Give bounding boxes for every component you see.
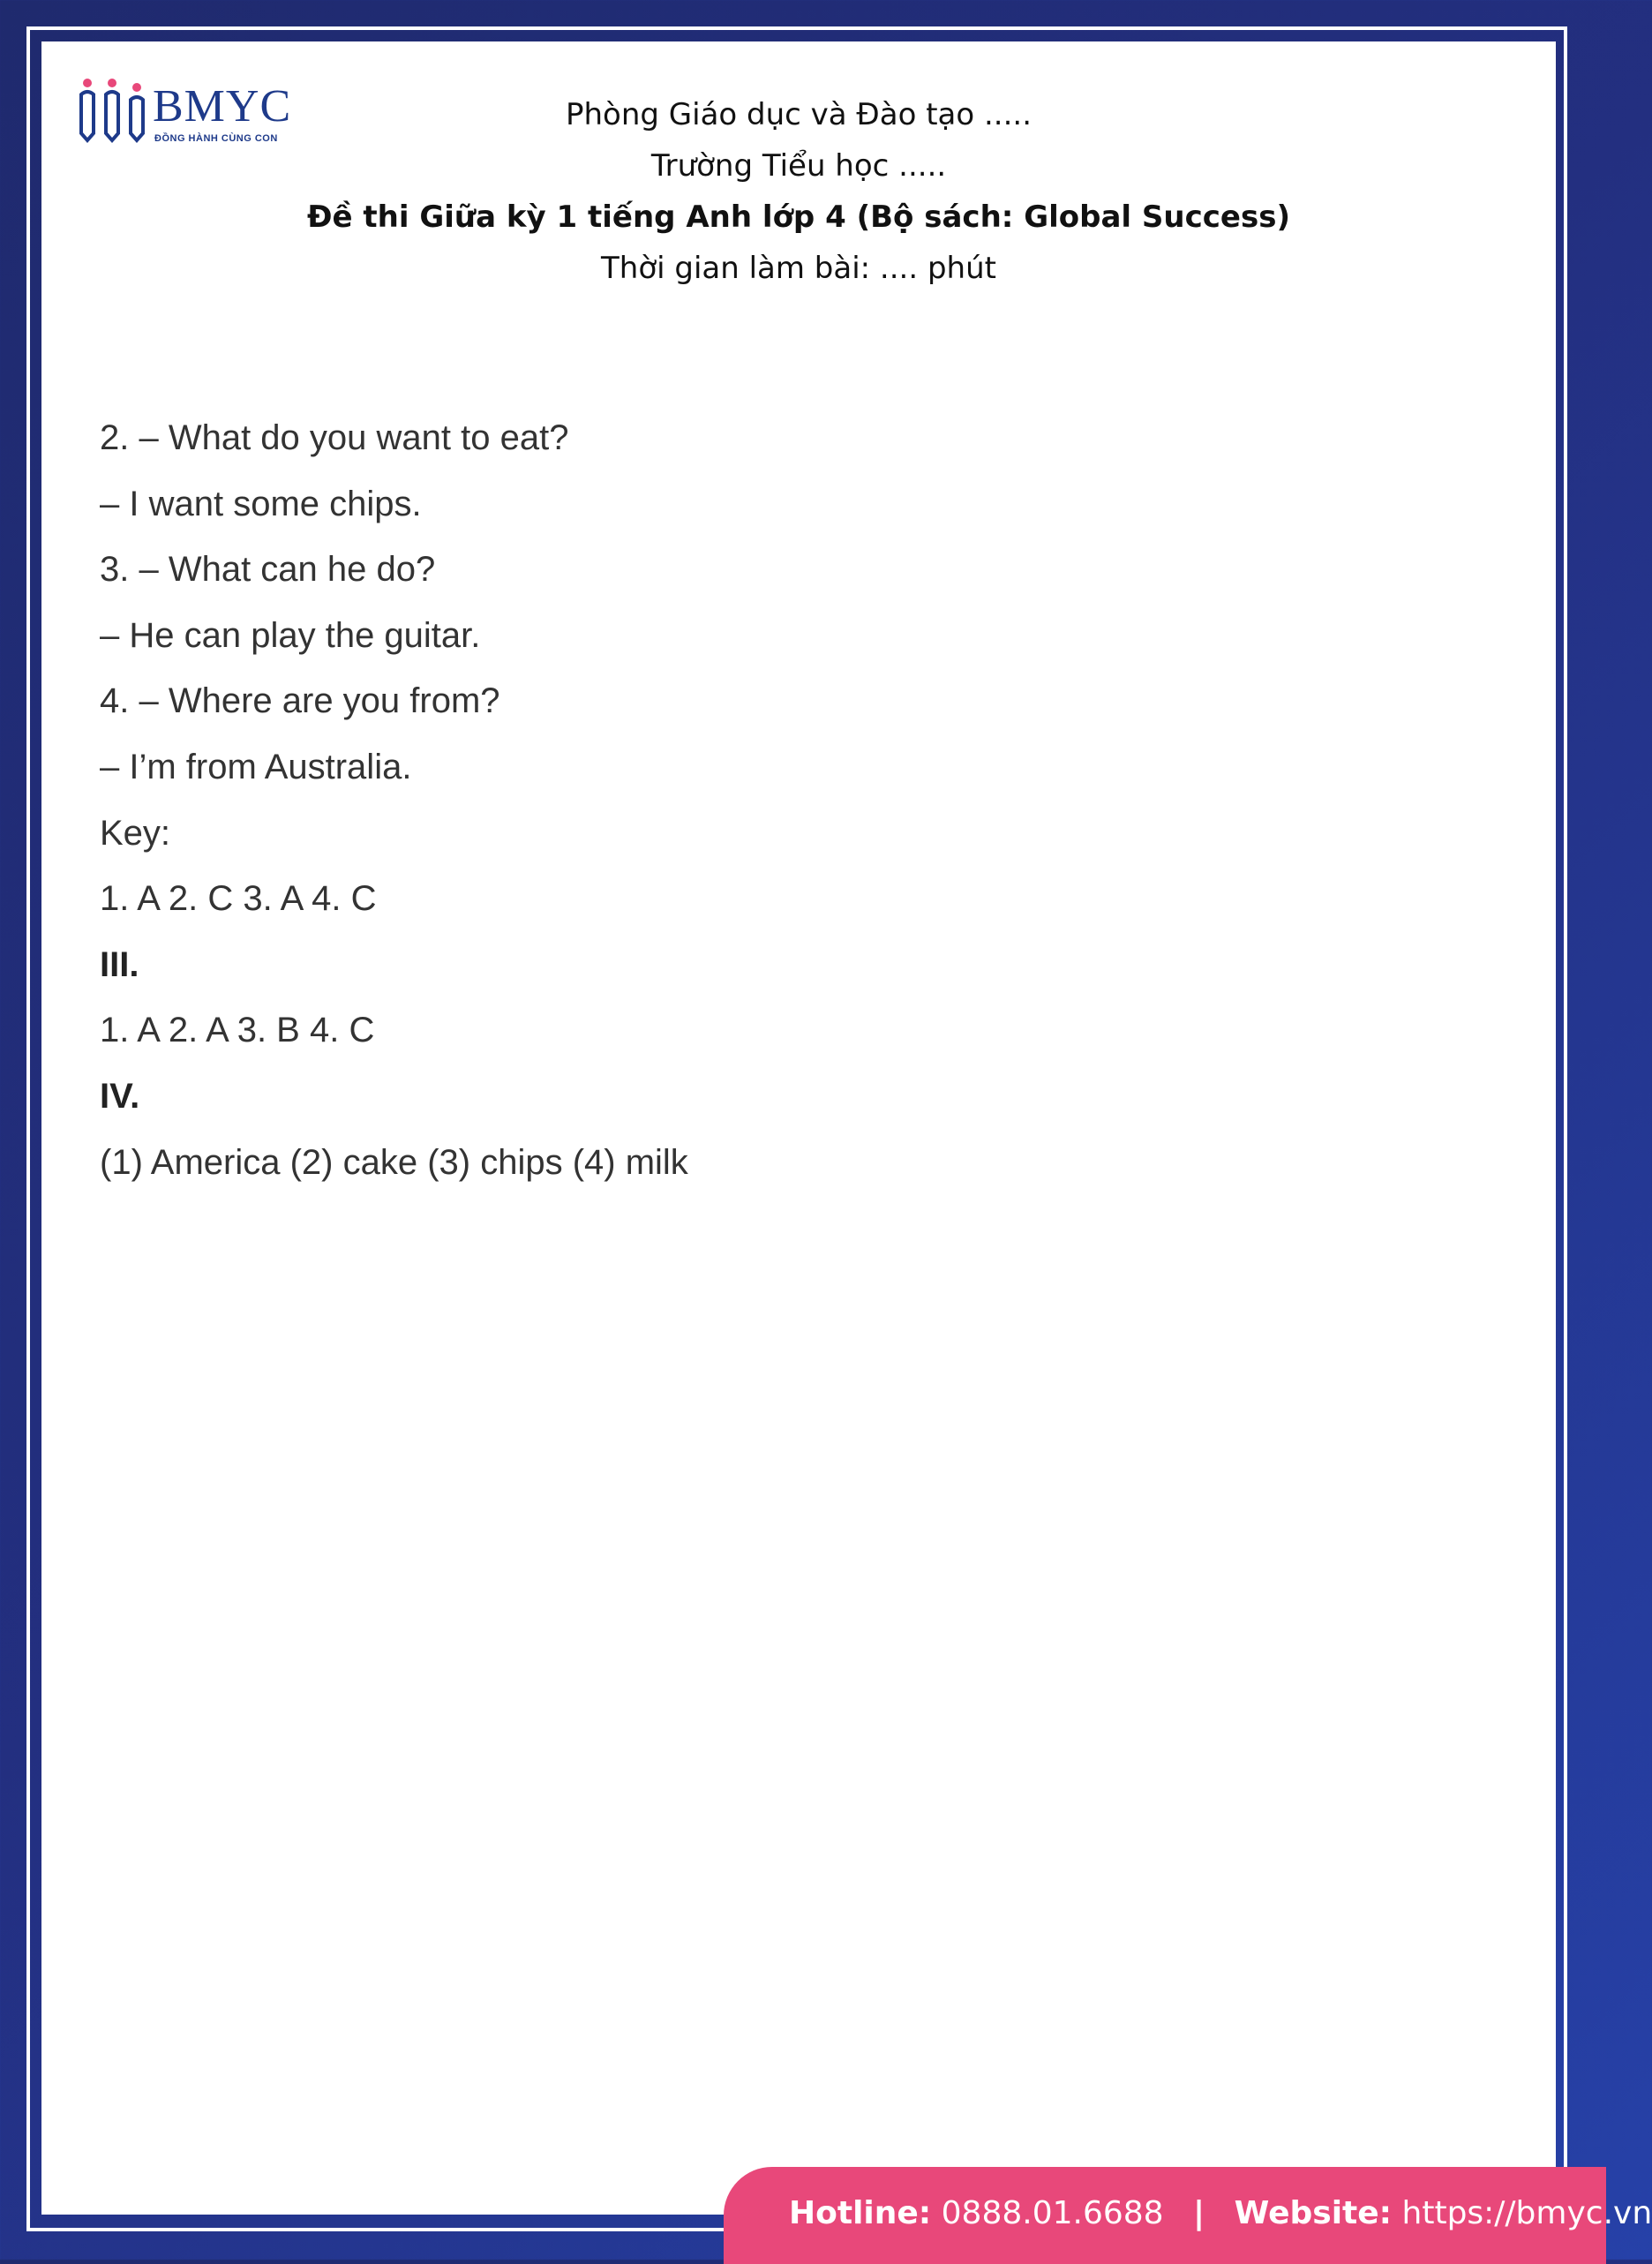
answer-key-line: 1. A 2. A 3. B 4. C bbox=[100, 1011, 375, 1050]
key-heading: Key: bbox=[100, 813, 171, 853]
hotline-label: Hotline: bbox=[789, 2195, 932, 2231]
section-heading: IV. bbox=[100, 1076, 140, 1116]
website-link[interactable]: https://bmyc.vn bbox=[1401, 2195, 1652, 2231]
logo-tagline: ĐỒNG HÀNH CÙNG CON bbox=[154, 133, 278, 144]
answer-content bbox=[100, 405, 688, 1195]
hotline-number[interactable]: 0888.01.6688 bbox=[941, 2195, 1164, 2231]
answer-key-line: 1. A 2. C 3. A 4. C bbox=[100, 879, 377, 919]
content-line: 4. – Where are you from? bbox=[100, 681, 500, 721]
content-line: 2. – What do you want to eat? bbox=[100, 418, 569, 457]
contact-footer bbox=[724, 2167, 1652, 2264]
logo-brand: BMYC bbox=[153, 81, 292, 132]
content-line: 3. – What can he do? bbox=[100, 550, 436, 590]
exam-title: Đề thi Giữa kỳ 1 tiếng Anh lớp 4 (Bộ sách: Global Success) bbox=[307, 199, 1290, 235]
document-header bbox=[41, 89, 1556, 294]
content-line: – I’m from Australia. bbox=[100, 747, 412, 786]
footer-separator: | bbox=[1193, 2195, 1205, 2231]
section-heading: III. bbox=[100, 944, 139, 984]
exam-time: Thời gian làm bài: .... phút bbox=[601, 251, 996, 286]
website-label: Website: bbox=[1234, 2195, 1393, 2231]
content-line: – I want some chips. bbox=[100, 484, 422, 523]
document-page bbox=[41, 41, 1556, 2215]
school-line: Trường Tiểu học ..... bbox=[650, 148, 947, 184]
answer-key-line: (1) America (2) cake (3) chips (4) milk bbox=[100, 1142, 688, 1182]
department-line: Phòng Giáo dục và Đào tạo ..... bbox=[565, 97, 1032, 132]
content-line: – He can play the guitar. bbox=[100, 615, 481, 655]
